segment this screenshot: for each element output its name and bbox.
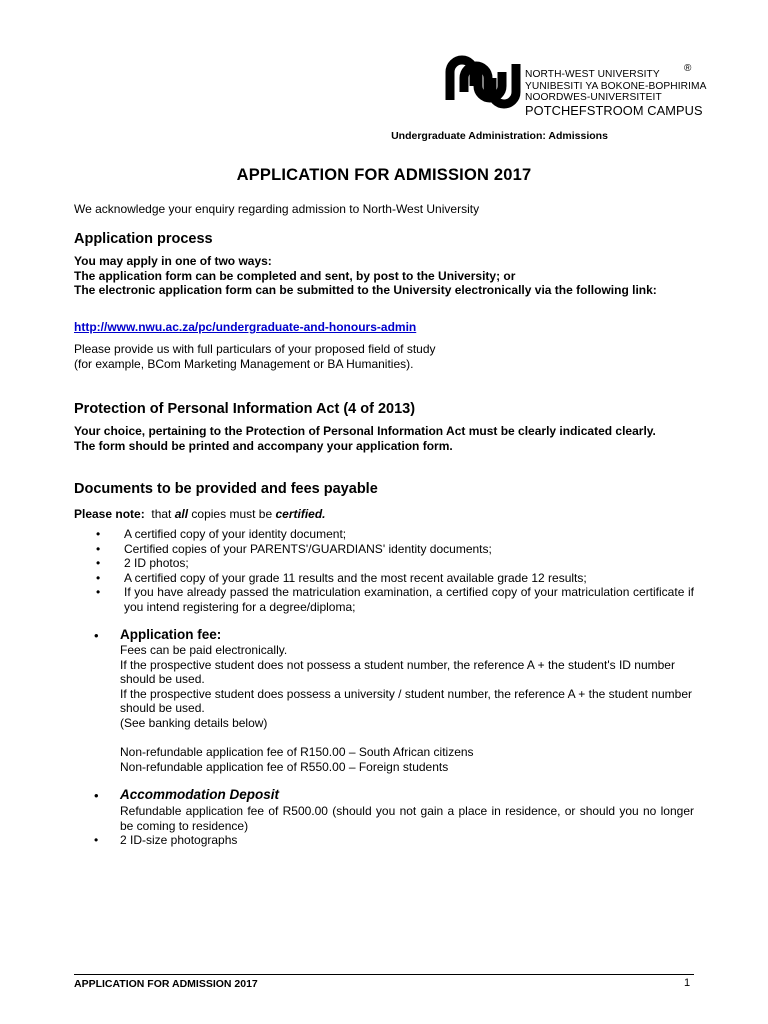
application-fee-heading: Application fee: xyxy=(120,627,222,642)
note-certified: certified. xyxy=(275,507,326,521)
bullet-icon: • xyxy=(94,628,99,643)
nwu-logo-icon xyxy=(444,52,524,112)
list-item: • If you have already passed the matriculation examination, a certified copy of your matriculation certificate if you intend registering for a degree/diploma; xyxy=(74,585,694,614)
list-item: • 2 ID photos; xyxy=(74,556,694,571)
list-item: • A certified copy of your grade 11 results and the most recent available grade 12 results; xyxy=(74,571,694,586)
popia-printed-line: The form should be printed and accompany your application form. xyxy=(74,438,453,453)
footer-title: APPLICATION FOR ADMISSION 2017 xyxy=(74,978,258,990)
university-name-en: NORTH-WEST UNIVERSITY xyxy=(525,69,660,80)
note-label: Please note: xyxy=(74,507,145,521)
registered-mark: ® xyxy=(684,63,692,74)
department-label: Undergraduate Administration: Admissions xyxy=(391,130,608,142)
photos-item: 2 ID-size photographs xyxy=(120,833,238,847)
fee-no-number-line: If the prospective student does not possess a student number, the reference A + the student's ID number should be used. xyxy=(120,657,675,687)
page-title: APPLICATION FOR ADMISSION 2017 xyxy=(236,166,532,184)
field-of-study-text xyxy=(74,342,694,371)
university-logo xyxy=(444,52,524,112)
note-mid: copies must be xyxy=(191,507,273,521)
application-fee-text xyxy=(120,643,694,774)
application-link[interactable]: http://www.nwu.ac.za/pc/undergraduate-and-honours-admin xyxy=(74,320,417,334)
apply-ways-line: You may apply in one of two ways: xyxy=(74,254,272,268)
university-names xyxy=(525,69,707,118)
particulars-line-2: (for example, BCom Marketing Management or BA Humanities). xyxy=(74,356,414,371)
accommodation-heading: Accommodation Deposit xyxy=(120,787,280,802)
fee-sa-line: Non-refundable application fee of R150.00 – South African citizens xyxy=(120,745,474,760)
bullet-icon: • xyxy=(94,788,99,803)
application-process-text xyxy=(74,254,694,298)
popia-choice-line: Your choice, pertaining to the Protection of Personal Information Act must be clearly indicated clearly. xyxy=(74,424,656,438)
university-name-af: NOORDWES-UNIVERSITEIT xyxy=(525,92,662,104)
documents-list xyxy=(74,527,694,615)
fee-foreign-line: Non-refundable application fee of R550.00 – Foreign students xyxy=(120,759,449,774)
footer-divider xyxy=(74,974,694,975)
fee-electronic-line: Fees can be paid electronically. xyxy=(120,643,288,657)
bullet-icon: • xyxy=(94,833,99,847)
popia-text xyxy=(74,424,694,453)
intro-text: We acknowledge your enquiry regarding admission to North-West University xyxy=(74,202,480,216)
university-name-tn: YUNIBESITI YA BOKONE-BOPHIRIMA xyxy=(525,80,707,92)
campus-name: POTCHEFSTROOM CAMPUS xyxy=(525,102,703,118)
apply-post-line: The application form can be completed and sent, by post to the University; or xyxy=(74,268,516,283)
fee-with-number-line: If the prospective student does possess a university / student number, the reference A + the student number should be used. xyxy=(120,686,693,716)
documents-heading: Documents to be provided and fees payable xyxy=(74,481,378,497)
fee-banking-line: (See banking details below) xyxy=(120,715,268,730)
application-link-wrap xyxy=(74,320,694,335)
note-pre: that xyxy=(151,507,172,521)
list-item: • A certified copy of your identity document; xyxy=(74,527,694,542)
popia-heading: Protection of Personal Information Act (4 of 2013) xyxy=(74,401,416,417)
page-number: 1 xyxy=(684,977,691,989)
accommodation-text: Refundable application fee of R500.00 (should you not gain a place in residence, or should you no longer be coming to residence) xyxy=(120,804,694,833)
note-all: all xyxy=(174,507,189,521)
application-process-heading: Application process xyxy=(74,231,213,247)
apply-electronic-line: The electronic application form can be submitted to the University electronically via the following link: xyxy=(74,283,657,298)
certified-note xyxy=(74,507,694,522)
list-item: • Certified copies of your PARENTS'/GUARDIANS' identity documents; xyxy=(74,542,694,557)
particulars-line-1: Please provide us with full particulars of your proposed field of study xyxy=(74,342,436,356)
